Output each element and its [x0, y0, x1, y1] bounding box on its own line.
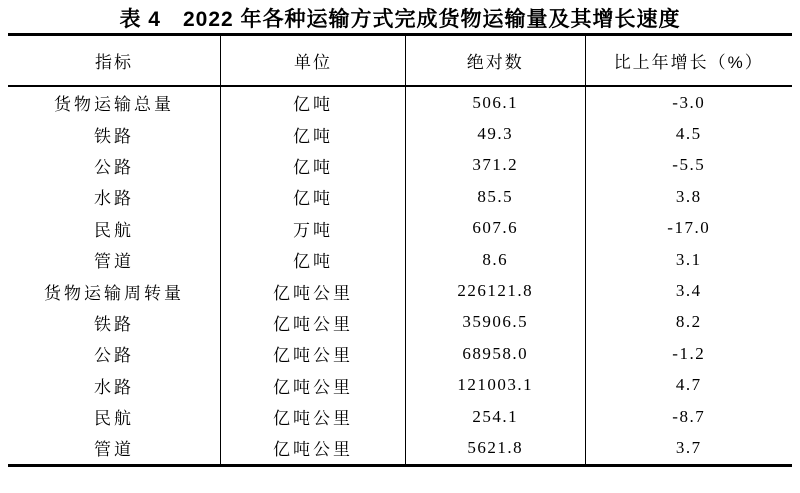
- col-header-unit: 单位: [220, 35, 405, 87]
- indicator-cell: 公路: [8, 338, 220, 369]
- growth-cell: -8.7: [672, 406, 706, 426]
- growth-cell: 8.2: [675, 312, 702, 332]
- table-title: 表 4 2022 年各种运输方式完成货物运输量及其增长速度: [119, 8, 681, 31]
- growth-cell: 3.4: [675, 281, 702, 301]
- unit-cell: 亿吨: [220, 86, 405, 118]
- indicator-cell: 民航: [8, 401, 220, 432]
- value-cell: 85.5: [405, 181, 585, 212]
- value-cell: 254.1: [405, 401, 585, 432]
- table-row: [8, 244, 792, 275]
- indicator-cell: 铁路: [8, 307, 220, 338]
- table-row: [8, 401, 792, 432]
- indicator-cell: 水路: [8, 370, 220, 401]
- indicator-cell: 铁路: [8, 118, 220, 149]
- table-row: [8, 275, 792, 306]
- col-header-absolute-value: 绝对数: [405, 35, 585, 87]
- table-row: [8, 118, 792, 149]
- growth-cell: 3.8: [675, 186, 702, 206]
- value-cell: 68958.0: [405, 338, 585, 369]
- table-row: [8, 150, 792, 181]
- indicator-cell: 货物运输周转量: [8, 275, 220, 306]
- table-row: [8, 307, 792, 338]
- growth-cell: 3.7: [675, 437, 702, 457]
- value-cell: 35906.5: [405, 307, 585, 338]
- table-row: [8, 370, 792, 401]
- col-header-growth: 比上年增长（%）: [585, 35, 792, 87]
- unit-cell: 亿吨: [220, 150, 405, 181]
- table-row: [8, 432, 792, 465]
- growth-cell: -17.0: [667, 218, 711, 238]
- growth-cell: -5.5: [672, 155, 706, 175]
- indicator-cell: 公路: [8, 150, 220, 181]
- growth-cell: 4.7: [675, 375, 702, 395]
- value-cell: 8.6: [405, 244, 585, 275]
- unit-cell: 亿吨: [220, 118, 405, 149]
- unit-cell: 亿吨公里: [220, 307, 405, 338]
- freight-transport-table: [8, 33, 792, 467]
- unit-cell: 亿吨公里: [220, 275, 405, 306]
- table-row: [8, 213, 792, 244]
- growth-cell: -1.2: [672, 343, 706, 363]
- indicator-cell: 管道: [8, 432, 220, 465]
- unit-cell: 亿吨公里: [220, 401, 405, 432]
- growth-cell: 4.5: [675, 124, 702, 144]
- growth-cell: -3.0: [672, 92, 706, 112]
- unit-cell: 亿吨公里: [220, 370, 405, 401]
- col-header-indicator: 指标: [8, 35, 220, 87]
- indicator-cell: 民航: [8, 213, 220, 244]
- value-cell: 5621.8: [405, 432, 585, 465]
- indicator-cell: 水路: [8, 181, 220, 212]
- value-cell: 607.6: [405, 213, 585, 244]
- unit-cell: 万吨: [220, 213, 405, 244]
- table-header-row: [8, 35, 792, 87]
- table-row: [8, 86, 792, 118]
- table-row: [8, 181, 792, 212]
- unit-cell: 亿吨公里: [220, 432, 405, 465]
- indicator-cell: 货物运输总量: [8, 86, 220, 118]
- indicator-cell: 管道: [8, 244, 220, 275]
- unit-cell: 亿吨: [220, 181, 405, 212]
- table-row: [8, 338, 792, 369]
- value-cell: 506.1: [405, 86, 585, 118]
- value-cell: 121003.1: [405, 370, 585, 401]
- unit-cell: 亿吨公里: [220, 338, 405, 369]
- value-cell: 371.2: [405, 150, 585, 181]
- growth-cell: 3.1: [675, 249, 702, 269]
- value-cell: 226121.8: [405, 275, 585, 306]
- unit-cell: 亿吨: [220, 244, 405, 275]
- value-cell: 49.3: [405, 118, 585, 149]
